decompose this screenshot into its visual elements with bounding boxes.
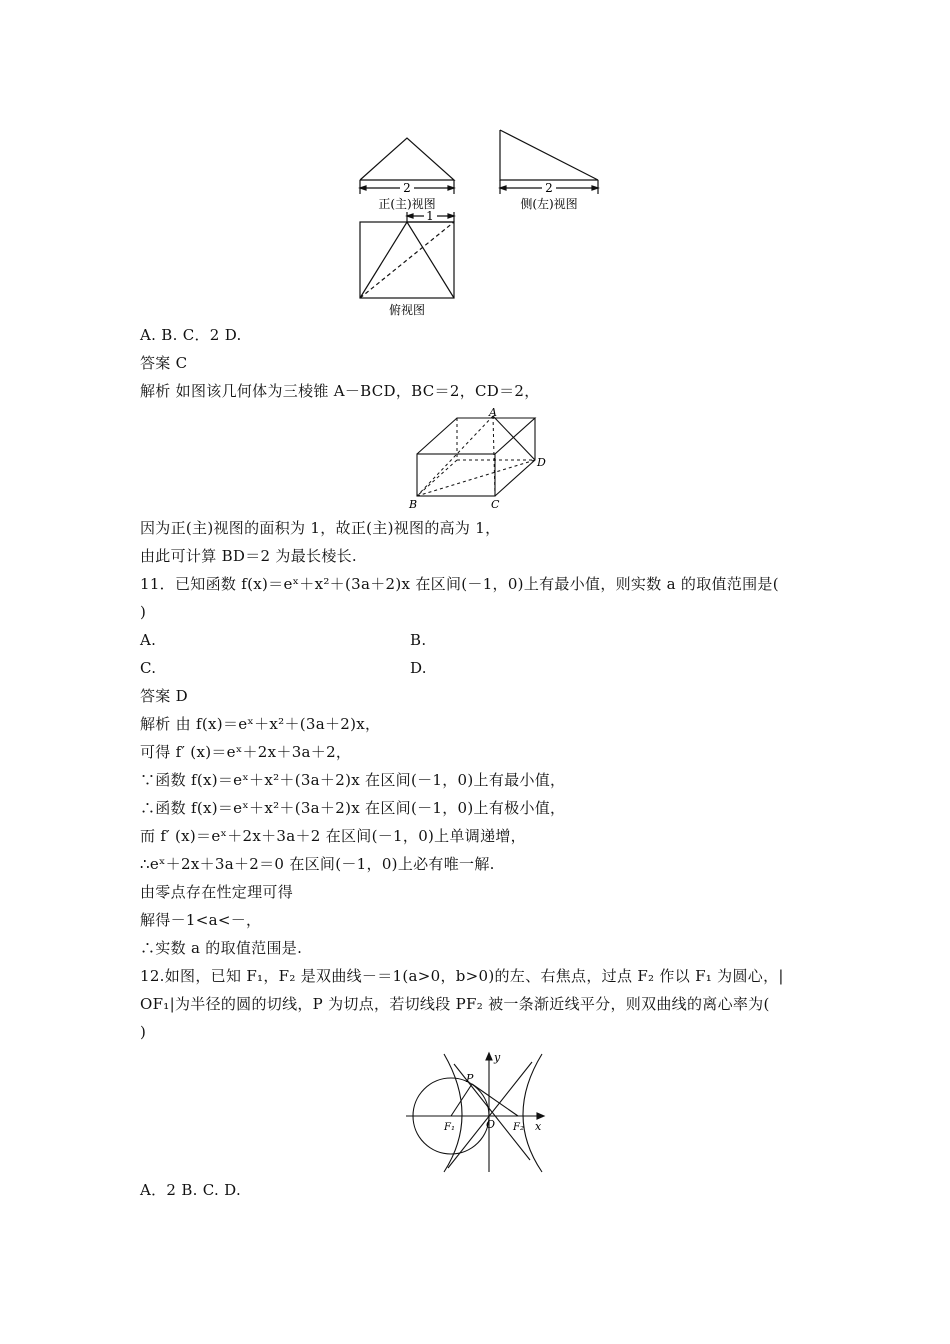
q11-analysis-line: 可得 f′ (x)＝eˣ＋2x＋3a＋2， — [140, 743, 352, 761]
three-view-figure — [350, 122, 610, 322]
hyperbola-label-o: O — [486, 1118, 496, 1131]
front-view-dim: 2 — [403, 181, 411, 195]
q10-analysis: 解析 如图该几何体为三棱锥 A－BCD，BC＝2，CD＝2， — [140, 382, 540, 400]
q12-stem-3: ) — [140, 1023, 147, 1041]
q11-analysis-line: 解得－1<a<－， — [140, 911, 262, 929]
q12-stem-2: OF₁|为半径的圆的切线，P 为切点，若切线段 PF₂ 被一条渐近线平分，则双曲线的离心率为( — [140, 995, 770, 1013]
cube-label-a: A — [489, 406, 497, 419]
q11-analysis-line: 而 f′ (x)＝eˣ＋2x＋3a＋2 在区间(－1，0)上单调递增， — [140, 827, 526, 845]
q10-answer: 答案 C — [140, 354, 188, 372]
hyperbola-label-y: y — [494, 1051, 501, 1064]
q11-analysis-line: 解析 由 f(x)＝eˣ＋x²＋(3a＋2)x， — [140, 715, 381, 733]
q11-analysis-line: ∴函数 f(x)＝eˣ＋x²＋(3a＋2)x 在区间(－1，0)上有极小值， — [140, 799, 566, 817]
q11-option-d: D. — [410, 659, 427, 677]
top-view — [360, 212, 454, 298]
cube-label-b: B — [409, 498, 418, 511]
hyperbola-figure — [400, 1048, 550, 1174]
q11-analysis-line: ∴eˣ＋2x＋3a＋2＝0 在区间(－1，0)上必有唯一解. — [140, 855, 495, 873]
hyperbola-label-x: x — [535, 1120, 542, 1133]
q11-analysis-line: ∴实数 a 的取值范围是. — [140, 939, 303, 957]
q11-analysis-line: ∵函数 f(x)＝eˣ＋x²＋(3a＋2)x 在区间(－1，0)上有最小值， — [140, 771, 566, 789]
top-view-dim: 1 — [426, 209, 434, 223]
q11-answer: 答案 D — [140, 687, 188, 705]
side-view-dim: 2 — [545, 181, 553, 195]
q11-option-b: B. — [410, 631, 427, 649]
q11-stem-2: ) — [140, 603, 147, 621]
hyperbola-label-f2: F₂ — [513, 1122, 524, 1133]
q11-option-a: A. — [140, 631, 157, 649]
q10-options: A. B. C．2 D. — [140, 326, 242, 344]
q10-line-3: 由此可计算 BD＝2 为最长棱长. — [140, 547, 357, 565]
front-view-caption: 正(主)视图 — [378, 197, 436, 211]
hyperbola-label-p: P — [466, 1072, 474, 1085]
q10-line-2: 因为正(主)视图的面积为 1，故正(主)视图的高为 1， — [140, 519, 501, 537]
q12-stem-1: 12.如图，已知 F₁，F₂ 是双曲线－＝1(a>0，b>0)的左、右焦点，过点 F₂ 作以 F₁ 为圆心，| — [140, 967, 784, 985]
cube-label-c: C — [491, 498, 500, 511]
cube-label-d: D — [537, 456, 546, 469]
q11-option-c: C. — [140, 659, 157, 677]
q11-analysis-line: 由零点存在性定理可得 — [140, 883, 294, 901]
q12-options: A．2 B. C. D. — [140, 1181, 242, 1199]
top-view-caption: 俯视图 — [388, 303, 426, 317]
side-view-caption: 侧(左)视图 — [520, 197, 578, 211]
q11-stem-1: 11．已知函数 f(x)＝eˣ＋x²＋(3a＋2)x 在区间(－1，0)上有最小值，则实数 a 的取值范围是( — [140, 575, 779, 593]
cube-figure — [405, 406, 555, 512]
hyperbola-label-f1: F₁ — [444, 1122, 455, 1133]
